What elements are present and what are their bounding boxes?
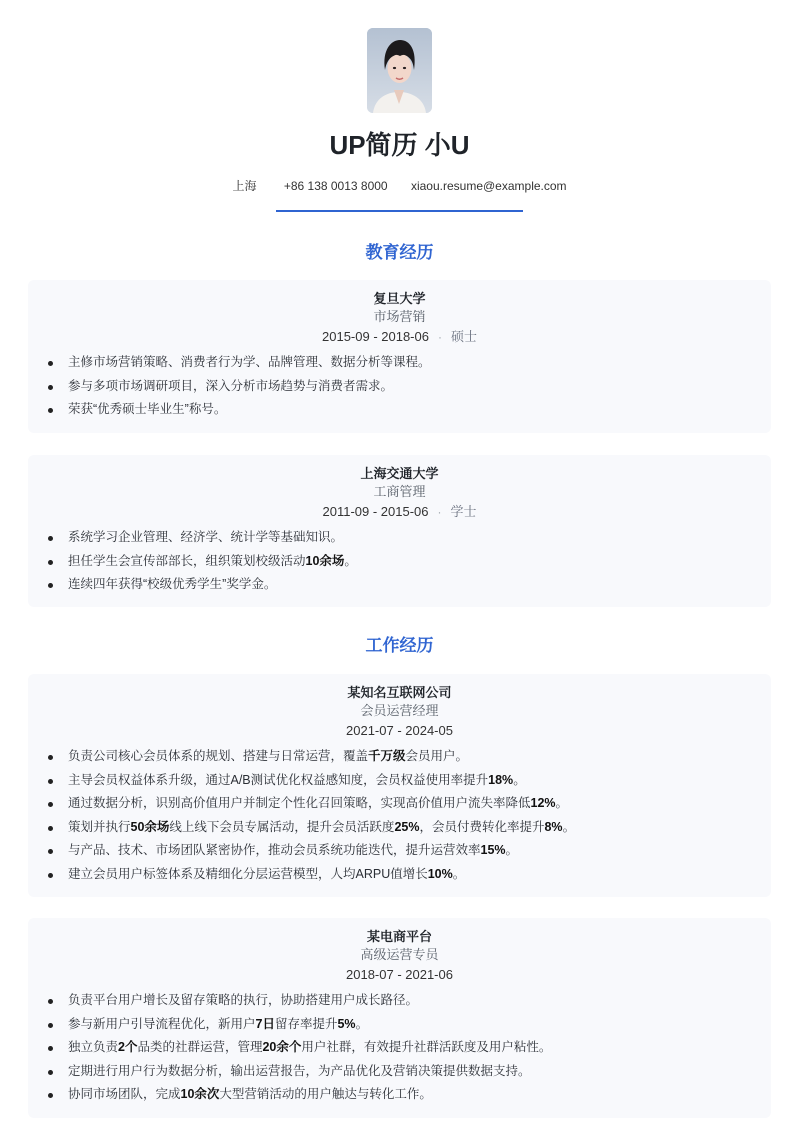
company-name: 某电商平台 [366,929,432,944]
bullet-text: 线上线下会员专属活动，提升会员活跃度 [169,819,395,834]
highlight-text: 10余次 [180,1087,220,1102]
education-card [28,280,771,433]
bullet-item [42,769,757,793]
highlight-text: 20余个 [262,1040,302,1055]
highlight-text: 千万级 [368,749,406,763]
work-card [28,918,771,1118]
bullet-text: 。 [452,866,466,881]
highlight-text: 12% [530,796,556,811]
bullet-text: 参与新用户引导流程优化，新用户 [68,1016,256,1031]
school-name: 复旦大学 [373,291,426,306]
bullet-text: 品类的社群运营，管理 [137,1040,263,1055]
bullet-text: 留存率提升 [274,1016,338,1031]
bullet-text: 主导会员权益体系升级，通过A/B测试优化权益感知度，会员权益使用率提升 [68,772,489,787]
highlight-text: 10余场 [305,553,345,568]
bullet-text: 独立负责 [68,1040,119,1055]
work-card [28,674,771,897]
bullet-text: 协同市场团队，完成 [68,1087,181,1102]
highlight-text: 18% [488,772,514,787]
bullet-list [42,989,757,1107]
bullet-item [42,351,757,375]
education-meta [42,327,757,347]
highlight-text: 2个 [118,1040,138,1055]
bullet-list [42,526,757,597]
location: 上海 [232,179,257,193]
highlight-text: 8% [544,819,563,834]
highlight-text: 50余场 [130,819,170,834]
bullet-text: 会员用户。 [405,749,469,763]
bullet-text: 系统学习企业管理、经济学、统计学等基础知识。 [68,530,344,544]
company-name: 某知名互联网公司 [347,685,452,700]
contact-info [0,178,799,194]
bullet-text: 。 [344,553,357,568]
period: 2021-07 - 2024-05 [346,723,453,738]
bullet-text: 。 [355,1016,369,1031]
bullet-list [42,745,757,887]
bullet-item [42,1083,757,1107]
bullet-text: 通过数据分析，识别高价值用户并制定个性化召回策略，实现高价值用户流失率降低 [68,796,531,811]
bullet-text: 。 [505,843,519,858]
bullet-text: 荣获“优秀硕士毕业生”称号。 [68,402,227,417]
education-card [28,455,771,607]
bullet-text: 用户社群，有效提升社群活跃度及用户粘性。 [301,1040,552,1055]
bullet-text: 连续四年获得“校级优秀学生”奖学金。 [68,577,277,592]
bullet-text: 参与多项市场调研项目，深入分析市场趋势与消费者需求。 [68,378,394,393]
bullet-item [42,398,757,422]
bullet-text: 与产品、技术、市场团队紧密协作，推动会员系统功能迭代，提升运营效率 [68,843,481,858]
bullet-text: 主修市场营销策略、消费者行为学、品牌管理、数据分析等课程。 [68,355,431,369]
bullet-text: 。 [555,796,569,811]
bullet-item [42,816,757,840]
separator-dot: · [437,505,442,519]
bullet-item [42,1013,757,1037]
major: 市场营销 [373,309,426,324]
bullet-item [42,1060,757,1084]
bullet-item [42,792,757,816]
highlight-text: 5% [337,1016,356,1031]
bullet-text: 负责平台用户增长及留存策略的执行，协助搭建用户成长路径。 [68,993,419,1007]
email-address: xiaou.resume@example.com [410,179,567,193]
bullet-text: 。 [513,772,526,787]
position: 高级运营专员 [360,947,439,962]
header-divider [276,210,523,212]
bullet-text: 。 [562,819,576,834]
bullet-list [42,351,757,422]
bullet-item [42,839,757,863]
bullet-text: ，会员付费转化率提升 [419,819,545,834]
work-meta [42,965,757,985]
degree: 学士 [450,504,477,519]
portrait-icon [367,28,432,113]
period: 2011-09 - 2015-06 [322,504,429,519]
highlight-text: 10% [427,866,453,881]
degree: 硕士 [450,329,477,344]
bullet-item [42,550,757,574]
bullet-text: 建立会员用户标签体系及精细化分层运营模型，人均ARPU值增长 [68,866,428,881]
bullet-item [42,526,757,550]
bullet-item [42,375,757,399]
work-meta [42,721,757,741]
highlight-text: 7日 [255,1016,275,1031]
bullet-item [42,573,757,597]
bullet-text: 大型营销活动的用户触达与转化工作。 [219,1087,432,1102]
separator-dot: · [437,330,442,344]
bullet-text: 担任学生会宣传部部长，组织策划校级活动 [68,553,306,568]
education-meta [42,502,757,522]
bullet-text: 定期进行用户行为数据分析，输出运营报告，为产品优化及营销决策提供数据支持。 [68,1063,531,1078]
highlight-text: 25% [394,819,420,834]
bullet-text: 负责公司核心会员体系的规划、搭建与日常运营，覆盖 [68,749,369,763]
school-name: 上海交通大学 [360,466,439,481]
bullet-text: 策划并执行 [68,819,131,834]
profile-photo [367,28,432,113]
bullet-item [42,1036,757,1060]
period: 2018-07 - 2021-06 [346,967,453,982]
period: 2015-09 - 2018-06 [322,329,429,344]
section-title-work: 工作经历 [365,636,434,655]
major: 工商管理 [373,484,426,499]
candidate-name: UP简历 小U [329,130,470,160]
bullet-item [42,745,757,769]
position: 会员运营经理 [360,703,439,718]
bullet-item [42,863,757,887]
highlight-text: 15% [480,843,506,858]
section-title-education: 教育经历 [365,243,434,262]
bullet-item [42,989,757,1013]
phone-number: +86 138 0013 8000 [283,179,388,193]
